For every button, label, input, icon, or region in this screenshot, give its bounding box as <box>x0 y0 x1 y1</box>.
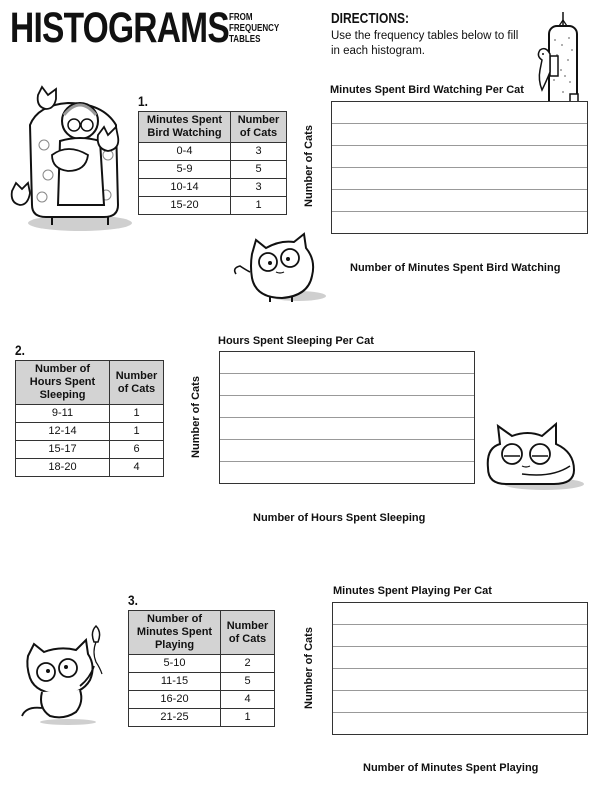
x-axis-label: Number of Minutes Spent Bird Watching <box>350 262 561 274</box>
table-cell: 9-11 <box>16 405 110 423</box>
y-axis-label: Number of Cats <box>303 627 315 709</box>
gridline <box>332 145 587 146</box>
table-cell: 6 <box>110 441 164 459</box>
problem-number: 2. <box>15 342 25 358</box>
worksheet-title: HISTOGRAMS <box>10 4 229 52</box>
worksheet-subtitle <box>229 12 279 45</box>
histogram-grid-1[interactable] <box>331 101 588 234</box>
x-axis-label: Number of Minutes Spent Playing <box>363 762 539 774</box>
table-cell: 5-9 <box>139 161 231 179</box>
gridline <box>332 189 587 190</box>
table-cell: 4 <box>221 691 275 709</box>
table-cell: 15-20 <box>139 197 231 215</box>
problem-number: 3. <box>128 592 138 608</box>
x-axis-label: Number of Hours Spent Sleeping <box>253 512 426 524</box>
histogram-grid-3[interactable] <box>332 602 588 735</box>
gridline <box>333 668 587 669</box>
gridline <box>220 439 474 440</box>
table-cell: 1 <box>231 197 287 215</box>
gridline <box>333 646 587 647</box>
directions-text: Use the frequency tables below to fill in each histogram. <box>331 30 519 57</box>
gridline <box>333 712 587 713</box>
table-row <box>139 143 287 161</box>
gridline <box>332 167 587 168</box>
table-header: Number of Cats <box>221 611 275 655</box>
histogram-title: Minutes Spent Playing Per Cat <box>333 585 492 597</box>
y-axis-label: Number of Cats <box>303 125 315 207</box>
table-cell: 4 <box>110 459 164 477</box>
subtitle-line: TABLES <box>229 34 261 45</box>
gridline <box>220 373 474 374</box>
table-header: Number of Cats <box>231 112 287 143</box>
y-axis-label: Number of Cats <box>190 376 202 458</box>
table-cell: 21-25 <box>129 709 221 727</box>
table-cell: 5-10 <box>129 655 221 673</box>
table-row <box>129 709 275 727</box>
problem-number: 1. <box>138 93 148 109</box>
frequency-table-2 <box>15 360 164 477</box>
table-row <box>139 179 287 197</box>
table-cell: 5 <box>221 673 275 691</box>
table-header: Number of Hours Spent Sleeping <box>16 361 110 405</box>
table-row <box>16 459 164 477</box>
grandma-with-cats-icon <box>8 85 136 233</box>
histogram-title: Hours Spent Sleeping Per Cat <box>218 335 374 347</box>
table-cell: 12-14 <box>16 423 110 441</box>
table-cell: 3 <box>231 143 287 161</box>
table-cell: 2 <box>221 655 275 673</box>
table-cell: 5 <box>231 161 287 179</box>
table-cell: 1 <box>221 709 275 727</box>
table-header: Minutes Spent Bird Watching <box>139 112 231 143</box>
table-cell: 0-4 <box>139 143 231 161</box>
directions-heading: DIRECTIONS: <box>331 10 409 27</box>
table-row <box>16 405 164 423</box>
table-cell: 1 <box>110 423 164 441</box>
table-cell: 3 <box>231 179 287 197</box>
gridline <box>220 461 474 462</box>
gridline <box>332 211 587 212</box>
table-row <box>16 423 164 441</box>
playing-cat-icon <box>16 622 116 726</box>
table-row <box>16 441 164 459</box>
frequency-table-3 <box>128 610 275 727</box>
table-row <box>129 691 275 709</box>
table-row <box>139 197 287 215</box>
table-row <box>139 161 287 179</box>
table-cell: 10-14 <box>139 179 231 197</box>
gridline <box>220 417 474 418</box>
sleeping-cat-icon <box>482 418 592 493</box>
table-cell: 1 <box>110 405 164 423</box>
table-row <box>129 655 275 673</box>
subtitle-line: FREQUENCY <box>229 23 280 34</box>
table-header: Number of Cats <box>110 361 164 405</box>
table-row <box>129 673 275 691</box>
table-cell: 15-17 <box>16 441 110 459</box>
fluffy-cat-icon <box>230 230 330 305</box>
gridline <box>332 123 587 124</box>
gridline <box>220 395 474 396</box>
histogram-grid-2[interactable] <box>219 351 475 484</box>
gridline <box>333 624 587 625</box>
table-cell: 11-15 <box>129 673 221 691</box>
table-cell: 16-20 <box>129 691 221 709</box>
table-cell: 18-20 <box>16 459 110 477</box>
table-header: Number of Minutes Spent Playing <box>129 611 221 655</box>
gridline <box>333 690 587 691</box>
frequency-table-1 <box>138 111 287 215</box>
subtitle-line: FROM <box>229 12 253 23</box>
histogram-title: Minutes Spent Bird Watching Per Cat <box>330 84 524 96</box>
